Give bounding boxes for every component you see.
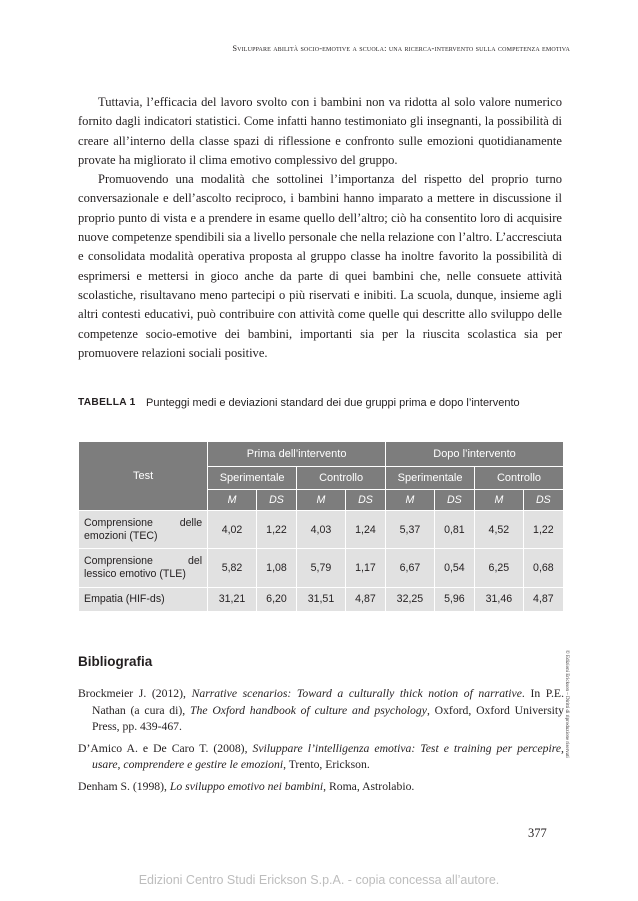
value-cell: 1,24 xyxy=(345,511,385,549)
reference: Denham S. (1998), Lo sviluppo emotivo nei bambini, Roma, Astrolabio. xyxy=(78,779,415,793)
phase-header: Dopo l’intervento xyxy=(386,442,564,467)
test-column-header: Test xyxy=(79,442,208,511)
reference: D’Amico A. e De Caro T. (2008), Sviluppare l’intelligenza emotiva: Test e training per percepire, usare, comprendere e gestire le emozioni, Trento, Erickson. xyxy=(78,741,564,771)
value-cell: 0,54 xyxy=(434,549,474,587)
stat-header: M xyxy=(297,490,346,511)
value-cell: 1,22 xyxy=(256,511,296,549)
stat-header: DS xyxy=(434,490,474,511)
value-cell: 4,87 xyxy=(523,587,563,611)
running-header: Sviluppare abilità socio-emotive a scuola: una ricerca-intervento sulla competenza emotiva xyxy=(232,44,570,53)
stat-header: DS xyxy=(345,490,385,511)
stat-header: M xyxy=(386,490,435,511)
group-header: Controllo xyxy=(297,467,386,490)
value-cell: 1,22 xyxy=(523,511,563,549)
stat-header: DS xyxy=(523,490,563,511)
bibliography-title: Bibliografia xyxy=(78,654,153,669)
copyright-side-note: © Edizioni Erickson – Diritti di riproduzione riservati xyxy=(564,650,569,758)
table-label: TABELLA 1 xyxy=(78,397,136,408)
test-name-cell: Comprensione delle emozioni (TEC) xyxy=(79,511,208,549)
value-cell: 32,25 xyxy=(386,587,435,611)
paragraph: Tuttavia, l’efficacia del lavoro svolto con i bambini non va ridotta al solo valore numerico fornito dagli indicatori statistici. Come infatti hanno testimoniato gli insegnanti, la possibilità di creare all’interno della classe spazi di riflessione e confronto sulle emozioni quotidianamente provate ha migliorato il clima emotivo complessivo del gruppo. xyxy=(78,95,562,167)
value-cell: 0,81 xyxy=(434,511,474,549)
value-cell: 6,25 xyxy=(475,549,524,587)
test-name-cell: Empatia (HIF-ds) xyxy=(79,587,208,611)
table-caption-text: Punteggi medi e deviazioni standard dei due gruppi prima e dopo l’intervento xyxy=(146,397,520,409)
watermark: Edizioni Centro Studi Erickson S.p.A. - copia concessa all’autore. xyxy=(138,873,500,887)
stat-header: DS xyxy=(256,490,296,511)
value-cell: 31,51 xyxy=(297,587,346,611)
group-header: Sperimentale xyxy=(386,467,475,490)
value-cell: 5,79 xyxy=(297,549,346,587)
stat-header: M xyxy=(475,490,524,511)
table-row xyxy=(79,587,564,611)
value-cell: 0,68 xyxy=(523,549,563,587)
bibliography-list xyxy=(78,686,564,800)
value-cell: 5,82 xyxy=(208,549,257,587)
group-header: Controllo xyxy=(475,467,564,490)
stat-header: M xyxy=(208,490,257,511)
table-row xyxy=(79,511,564,549)
body-text xyxy=(78,93,562,363)
value-cell: 31,21 xyxy=(208,587,257,611)
value-cell: 4,03 xyxy=(297,511,346,549)
group-header: Sperimentale xyxy=(208,467,297,490)
paragraph: Promuovendo una modalità che sottolinei l’importanza del rispetto del proprio turno conversazionale e dell’ascolto reciproco, i bambini hanno imparato a mettere in discussione il proprio punto di vista e a prendere in esame quello dell’altro; ciò ha consentito loro di acquisire nuove competenze spendibili sia a livello personale che nella relazione con l’altro. L’accresciuta e consolidata modalità operativa proposta al gruppo classe ha inoltre favorito la possibilità di esprimersi e mettersi in gioco anche da parte di quei bambini che, nelle consuete attività scolastiche, risultavano meno partecipi o più riservati e inibiti. La scuola, dunque, insieme agli altri contesti educativi, può contribuire con attività come quelle qui descritte allo sviluppo delle competenze socio-emotive dei bambini, importanti sia per la riuscita scolastica sia per promuovere relazioni sociali positive. xyxy=(78,172,562,360)
scores-table xyxy=(78,441,564,612)
reference: Brockmeier J. (2012), Narrative scenarios: Toward a culturally thick notion of narrative. In P.E. Nathan (a cura di), The Oxford handbook of culture and psychology, Oxford, Oxford University Press, pp. 439-467. xyxy=(78,687,565,733)
page-number: 377 xyxy=(528,826,547,840)
value-cell: 6,67 xyxy=(386,549,435,587)
table-row xyxy=(79,549,564,587)
value-cell: 4,02 xyxy=(208,511,257,549)
value-cell: 5,37 xyxy=(386,511,435,549)
value-cell: 4,87 xyxy=(345,587,385,611)
test-name-cell: Comprensione del lessico emotivo (TLE) xyxy=(79,549,208,587)
value-cell: 6,20 xyxy=(256,587,296,611)
value-cell: 4,52 xyxy=(475,511,524,549)
value-cell: 1,08 xyxy=(256,549,296,587)
value-cell: 31,46 xyxy=(475,587,524,611)
value-cell: 1,17 xyxy=(345,549,385,587)
value-cell: 5,96 xyxy=(434,587,474,611)
phase-header: Prima dell’intervento xyxy=(208,442,386,467)
